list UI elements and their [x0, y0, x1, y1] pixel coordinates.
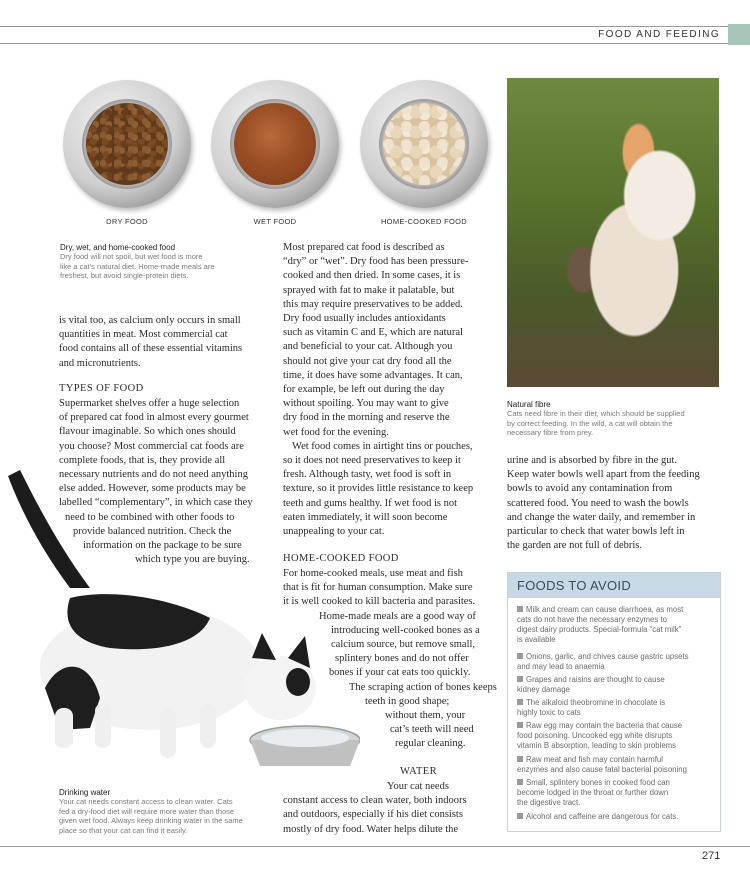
column-3-text	[507, 454, 727, 553]
wet-food-bowl	[211, 80, 339, 208]
section-color-tab	[728, 24, 750, 45]
body-line: food contains all of these essential vitamins	[59, 343, 243, 355]
body-line: labelled “complementary”, in which case they	[59, 497, 253, 509]
footer-rule	[0, 846, 750, 847]
caption-drinking	[59, 788, 281, 835]
header-rule-bottom	[0, 43, 728, 44]
body-line: necessary nutrients and do not need anything	[59, 469, 248, 481]
body-line: that is fit for human consumption. Make sure	[283, 582, 473, 594]
avoid-item: Milk and cream can cause diarrhoea, as most cats do not have the necessary enzymes to digest dairy products. Special-formula “cat milk” is available	[517, 605, 684, 644]
body-line: eaten immediately, it will soon become	[283, 511, 448, 523]
body-line: and change the water daily, and remember in	[507, 511, 696, 523]
body-line: flavour imaginable. So which ones should	[59, 426, 236, 438]
body-line: of prepared cat food in almost every gourmet	[59, 412, 249, 424]
body-line: quantities in meat. Most commercial cat	[59, 329, 228, 341]
body-line: For home-cooked meals, use meat and fish	[283, 568, 463, 579]
body-line: Your cat needs	[387, 781, 449, 792]
bowl-label-dry: DRY FOOD	[106, 217, 148, 226]
body-line: provide balanced nutrition. Check the	[73, 525, 232, 537]
avoid-item: Alcohol and caffeine are dangerous for cats.	[517, 812, 715, 822]
body-line: Wet food comes in airtight tins or pouches,	[292, 440, 473, 452]
caption-drinking-line: place so that your cat can find it easily.	[59, 825, 188, 835]
body-line: texture, so it provides little resistance to keep	[283, 483, 474, 495]
heading-water: WATER	[400, 766, 437, 777]
caption-fibre	[507, 400, 722, 438]
caption-fibre-line: Cats need fibre in their diet, which should be supplied	[507, 409, 685, 418]
body-line: bowls to avoid any contamination from	[507, 483, 673, 495]
body-line: mostly of dry food. Water helps dilute the	[283, 823, 459, 835]
body-line: sprayed with fat to make it palatable, but	[283, 284, 455, 296]
bullet-square-icon	[517, 813, 523, 819]
cat-ear	[252, 633, 276, 660]
bowl-label-home: HOME-COOKED FOOD	[380, 217, 468, 226]
bullet-square-icon	[517, 699, 523, 705]
avoid-item: Raw meat and fish may contain harmful enzymes and also cause fatal bacterial poisoning	[517, 755, 687, 774]
bowl-label-wet: WET FOOD	[253, 217, 297, 226]
body-line: you choose? Most commercial cat foods are	[59, 440, 244, 452]
cat-eating-grass-photo	[507, 78, 719, 387]
bullet-square-icon	[517, 676, 523, 682]
body-line: “dry” or “wet”. Dry food has been pressure-	[283, 256, 469, 268]
foods-to-avoid-box	[507, 572, 721, 832]
body-line: teeth and gums healthy. If wet food is not	[283, 497, 457, 509]
body-line: else added. However, some products may be	[59, 483, 246, 495]
caption-fibre-title: Natural fibre	[507, 400, 551, 409]
caption-drinking-line: fed a dry-food diet will require more water than those	[59, 806, 235, 816]
body-line: bones if your cat eats too quickly.	[329, 667, 471, 679]
caption-fibre-line: by correct feeding. In the wild, a cat will obtain the	[507, 418, 673, 428]
header-rule-top	[0, 26, 728, 27]
body-line: need to be combined with other foods to	[65, 511, 235, 523]
cat-leg	[95, 703, 111, 748]
body-line: is vital too, as calcium only occurs in small	[59, 315, 241, 326]
body-line: information on the package to be sure	[83, 540, 242, 552]
caption-bowls-line: Dry food will not spoil, but wet food is more	[60, 252, 203, 261]
cat-leg	[160, 708, 176, 758]
dry-food-kibble	[86, 103, 168, 185]
body-line: regular cleaning.	[395, 738, 466, 750]
cat-leg	[55, 708, 73, 748]
body-line: without spoiling. You may want to give	[283, 398, 449, 410]
caption-fibre-line: necessary fibre from prey.	[507, 428, 594, 438]
body-line: for example, be left out during the day	[283, 384, 445, 396]
avoid-item: Grapes and raisins are thought to cause kidney damage	[517, 675, 665, 694]
caption-drinking-line: Your cat needs constant access to clean water. Cats	[59, 797, 233, 806]
body-line: so it does not need preservatives to keep it	[283, 455, 461, 467]
caption-bowls	[60, 243, 275, 281]
body-line: Most prepared cat food is described as	[283, 242, 445, 253]
caption-bowls-title: Dry, wet, and home-cooked food	[60, 243, 176, 252]
caption-bowls-line: freshest, but avoid single-protein diets.	[60, 271, 189, 281]
body-line: scattered food. You need to wash the bowls	[507, 497, 689, 509]
caption-drinking-line: given wet food. Always keep drinking water in the same	[59, 816, 243, 826]
body-line: calcium source, but remove small,	[331, 639, 476, 651]
avoid-item: Small, splintery bones in cooked food can become lodged in the throat or further down the digestive tract.	[517, 778, 670, 807]
caption-drinking-title: Drinking water	[59, 788, 111, 797]
body-line: dry food in the morning and reserve the	[283, 412, 450, 424]
bullet-square-icon	[517, 756, 523, 762]
column-2-dry	[283, 241, 498, 539]
body-line: cat’s teeth will need	[390, 724, 474, 736]
body-line: constant access to clean water, both indoors	[283, 795, 467, 807]
body-line: Home-made meals are a good way of	[319, 610, 476, 622]
body-line: without them, your	[385, 710, 466, 722]
body-line: complete foods, that is, they provide all	[59, 454, 226, 466]
bullet-square-icon	[517, 606, 523, 612]
body-line: teeth in good shape;	[365, 695, 450, 707]
body-line: introducing well-cooked bones as a	[331, 624, 480, 636]
body-line: wet food for the evening.	[283, 426, 389, 438]
column-2-water	[283, 780, 503, 837]
heading-home-cooked-food: HOME-COOKED FOOD	[283, 553, 399, 564]
page-number: 271	[702, 850, 721, 862]
body-line: time, it does have some advantages. It can,	[283, 369, 463, 381]
section-title: FOOD AND FEEDING	[598, 29, 720, 40]
column-1-intro	[59, 314, 274, 371]
bullet-square-icon	[517, 779, 523, 785]
body-line: and outdoors, especially if his diet consists	[283, 809, 463, 821]
dry-food-bowl	[63, 80, 191, 208]
body-line: Supermarket shelves offer a huge selection	[59, 398, 240, 409]
body-line: The scraping action of bones keeps	[349, 681, 497, 693]
body-line: should not give your cat dry food all the	[283, 355, 452, 367]
body-line: this may require preservatives to be added.	[283, 298, 463, 310]
body-line: such as vitamin C and E, which are natural	[283, 327, 463, 339]
body-line: splintery bones and do not offer	[335, 653, 469, 665]
body-line: urine and is absorbed by fibre in the gut.	[507, 455, 677, 466]
column-2-home	[283, 567, 503, 752]
body-line: which type you are buying.	[135, 554, 250, 566]
body-line: Dry food usually includes antioxidants	[283, 313, 446, 325]
heading-types-of-food: TYPES OF FOOD	[59, 383, 144, 394]
foods-to-avoid-title: FOODS TO AVOID	[517, 578, 632, 593]
body-line: fresh. Although tasty, wet food is soft in	[283, 469, 452, 481]
body-line: and beneficial to your cat. Although you	[283, 341, 453, 353]
caption-bowls-line: like a cat’s natural diet. Home-made meals are	[60, 261, 215, 271]
home-cooked-food-chunks	[383, 103, 465, 185]
body-line: and micronutrients.	[59, 357, 141, 369]
avoid-item: Raw egg may contain the bacteria that cause food poisoning. Uncooked egg white disrupts vitamin B absorption, leading to skin problems	[517, 721, 683, 750]
body-line: cooked and then dried. In some cases, it is	[283, 270, 461, 282]
avoid-item: The alkaloid theobromine in chocolate is highly toxic to cats	[517, 698, 666, 717]
cat-leg	[200, 703, 216, 748]
body-line: the garden are not full of debris.	[507, 540, 642, 552]
bullet-square-icon	[517, 722, 523, 728]
avoid-item: Onions, garlic, and chives cause gastric upsets and may lead to anaemia	[517, 652, 689, 671]
body-line: it is well cooked to kill bacteria and parasites.	[283, 596, 476, 608]
home-cooked-food-bowl	[360, 80, 488, 208]
wet-food-meat	[234, 103, 316, 185]
bullet-square-icon	[517, 653, 523, 659]
body-line: unappealing to your cat.	[283, 526, 385, 538]
body-line: Keep water bowls well apart from the feeding	[507, 469, 700, 481]
body-line: particular to check that water bowls left in	[507, 526, 685, 538]
cat-tail	[8, 470, 90, 588]
